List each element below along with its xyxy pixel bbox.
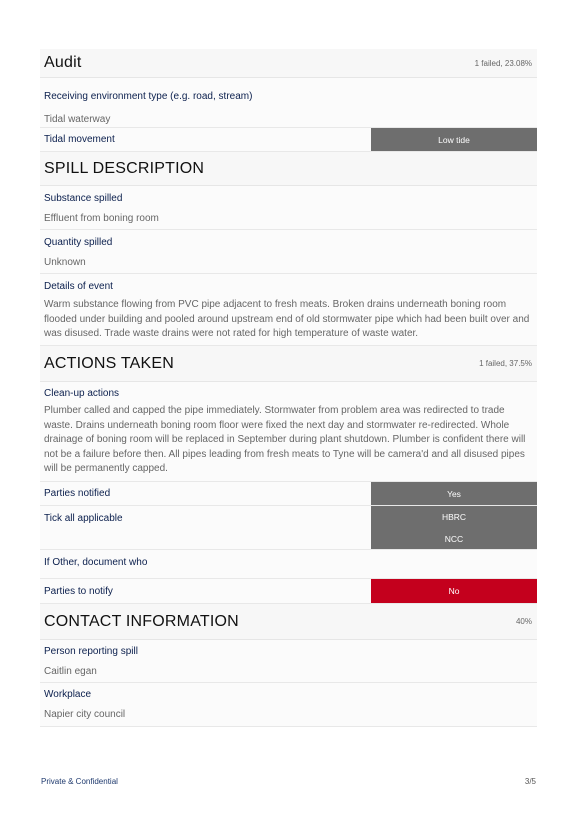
response-cell: Low tide (371, 128, 537, 151)
field-label: Workplace (44, 689, 92, 700)
substance-field (40, 186, 537, 230)
field-label: Parties to notify (44, 586, 113, 597)
contact-section-header (40, 604, 537, 640)
field-value: Caitlin egan (44, 666, 97, 677)
field-label: Parties notified (44, 488, 111, 499)
page-number: 3/5 (524, 777, 536, 786)
field-value: Effluent from boning room (44, 213, 159, 224)
section-score: 40% (515, 617, 532, 626)
field-label: Tick all applicable (44, 513, 123, 524)
field-value: Plumber called and capped the pipe immediately. Stormwater from problem area was redirected to trade waste. Drains underneath boning room floor were fixed the next day and stormwater re-redirected. Whole drainage of boning room will be replaced in September during plant shutdown. Plumber is confident there will not be a failure before then. All pipes leading from fresh meats to Tyne will be camera'd and all disused pipes will be permanently capped. (44, 405, 526, 474)
parties-to-notify-row (40, 579, 537, 604)
field-label: Substance spilled (44, 193, 123, 204)
section-title: CONTACT INFORMATION (44, 612, 239, 630)
section-title: SPILL DESCRIPTION (44, 159, 205, 177)
response-cell: Yes (371, 482, 537, 505)
section-title: ACTIONS TAKEN (44, 354, 175, 372)
response-cell: No (371, 579, 537, 603)
response-cells (371, 579, 537, 603)
quantity-field (40, 230, 537, 274)
field-label: Receiving environment type (e.g. road, stream) (44, 91, 253, 102)
parties-notified-row (40, 482, 537, 506)
receiving-environment-field (40, 78, 537, 128)
person-reporting-field (40, 640, 537, 683)
response-cells (371, 506, 537, 549)
actions-section-header (40, 346, 537, 382)
spill-section-header (40, 152, 537, 186)
tidal-movement-row (40, 128, 537, 152)
field-label: If Other, document who (44, 557, 148, 568)
field-label: Tidal movement (44, 134, 115, 145)
field-value: Napier city council (44, 709, 126, 720)
response-cells (371, 482, 537, 505)
section-title: Audit (44, 54, 82, 71)
section-score: 1 failed, 23.08% (474, 58, 532, 68)
confidential-label: Private & Confidential (41, 777, 118, 786)
section-score: 1 failed, 37.5% (479, 359, 532, 368)
field-value: Warm substance flowing from PVC pipe adjacent to fresh meats. Broken drains underneath boning room flooded under building and pooled around upstream end of old stormwater pipe which had been built over and was disused. Trade waste drains were not rated for high temperature of waste water. (44, 299, 530, 339)
report-page (40, 49, 537, 727)
page-footer (41, 777, 536, 786)
workplace-field (40, 683, 537, 727)
field-label: Quantity spilled (44, 237, 113, 248)
cleanup-field (40, 382, 537, 482)
field-label: Person reporting spill (44, 646, 138, 657)
response-cell-hbrc: HBRC (371, 506, 537, 528)
audit-section-header (40, 49, 537, 78)
other-field (40, 550, 537, 579)
field-label: Details of event (44, 281, 113, 292)
field-value: Unknown (44, 257, 86, 268)
response-cells (371, 128, 537, 151)
field-value: Tidal waterway (44, 114, 111, 125)
field-label: Clean-up actions (44, 388, 120, 399)
response-cell-ncc: NCC (371, 528, 537, 549)
details-field (40, 274, 537, 346)
tick-applicable-row (40, 506, 537, 550)
